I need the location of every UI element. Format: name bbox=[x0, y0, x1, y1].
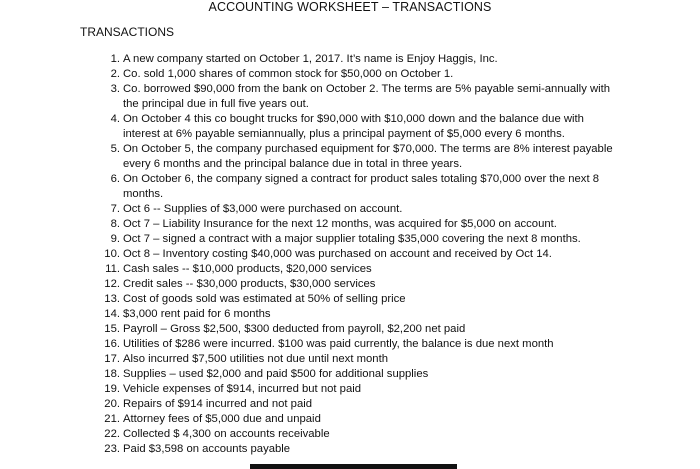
item-text: Oct 7 – signed a contract with a major supplier totaling $35,000 covering the next 8 months. bbox=[123, 233, 581, 245]
item-number: 5. bbox=[110, 143, 120, 155]
list-item bbox=[100, 232, 620, 247]
item-number: 16. bbox=[104, 338, 120, 350]
list-item bbox=[100, 262, 620, 277]
item-text: On October 5, the company purchased equipment for $70,000. The terms are 8% interest payable every 6 months and the principal balance due in total in three years. bbox=[123, 143, 613, 170]
item-text: $3,000 rent paid for 6 months bbox=[123, 308, 271, 320]
item-text: Cash sales -- $10,000 products, $20,000 services bbox=[123, 263, 372, 275]
item-number: 13. bbox=[104, 293, 120, 305]
item-text: On October 6, the company signed a contract for product sales totaling $70,000 over the next 8 months. bbox=[123, 173, 600, 200]
list-item bbox=[100, 427, 620, 442]
item-text: Payroll – Gross $2,500, $300 deducted from payroll, $2,200 net paid bbox=[123, 323, 466, 335]
list-item bbox=[100, 307, 620, 322]
item-text: Oct 6 -- Supplies of $3,000 were purchased on account. bbox=[123, 203, 403, 215]
list-item bbox=[100, 382, 620, 397]
item-number: 18. bbox=[104, 368, 120, 380]
item-text: Repairs of $914 incurred and not paid bbox=[123, 398, 313, 410]
list-item bbox=[100, 82, 620, 112]
list-item bbox=[100, 52, 620, 67]
item-text: Attorney fees of $5,000 due and unpaid bbox=[123, 413, 321, 425]
list-item bbox=[100, 202, 620, 217]
item-text: Oct 8 – Inventory costing $40,000 was purchased on account and received by Oct 14. bbox=[123, 248, 552, 260]
item-number: 23. bbox=[104, 443, 120, 455]
item-text: Vehicle expenses of $914, incurred but not paid bbox=[123, 383, 362, 395]
transaction-list bbox=[100, 52, 620, 457]
item-text: Co. borrowed $90,000 from the bank on October 2. The terms are 5% payable semi-annually with the principal due in full five years out. bbox=[123, 83, 611, 110]
list-item bbox=[100, 112, 620, 142]
item-number: 11. bbox=[105, 263, 120, 275]
item-text: Paid $3,598 on accounts payable bbox=[123, 443, 291, 455]
item-number: 4. bbox=[110, 113, 120, 125]
list-item bbox=[100, 352, 620, 367]
item-number: 1. bbox=[110, 53, 120, 65]
item-number: 12. bbox=[104, 278, 120, 290]
item-number: 17. bbox=[104, 353, 120, 365]
item-text: A new company started on October 1, 2017. It’s name is Enjoy Haggis, Inc. bbox=[123, 53, 498, 65]
item-number: 19. bbox=[104, 383, 120, 395]
item-text: Cost of goods sold was estimated at 50% of selling price bbox=[123, 293, 406, 305]
list-item bbox=[100, 142, 620, 172]
list-item bbox=[100, 337, 620, 352]
section-heading: TRANSACTIONS bbox=[80, 25, 175, 39]
list-item bbox=[100, 322, 620, 337]
item-number: 8. bbox=[110, 218, 120, 230]
list-item bbox=[100, 277, 620, 292]
item-text: Also incurred $7,500 utilities not due until next month bbox=[123, 353, 389, 365]
item-text: On October 4 this co bought trucks for $90,000 with $10,000 down and the balance due with interest at 6% payable semiannually, plus a principal payment of $5,000 every 6 months. bbox=[123, 113, 584, 140]
item-text: Supplies – used $2,000 and paid $500 for additional supplies bbox=[123, 368, 429, 380]
list-item bbox=[100, 412, 620, 427]
list-item bbox=[100, 247, 620, 262]
item-text: Co. sold 1,000 shares of common stock for $50,000 on October 1. bbox=[123, 68, 454, 80]
item-number: 14. bbox=[104, 308, 120, 320]
item-text: Collected $ 4,300 on accounts receivable bbox=[123, 428, 330, 440]
item-number: 22. bbox=[104, 428, 120, 440]
item-number: 20. bbox=[104, 398, 120, 410]
page-title: ACCOUNTING WORKSHEET – TRANSACTIONS bbox=[208, 0, 492, 14]
item-number: 10. bbox=[104, 248, 120, 260]
list-item bbox=[100, 67, 620, 82]
item-text: Oct 7 – Liability Insurance for the next 12 months, was acquired for $5,000 on account. bbox=[123, 218, 557, 230]
item-number: 7. bbox=[110, 203, 120, 215]
list-item bbox=[100, 172, 620, 202]
item-number: 2. bbox=[110, 68, 120, 80]
item-number: 21. bbox=[104, 413, 120, 425]
item-text: Credit sales -- $30,000 products, $30,000 services bbox=[123, 278, 376, 290]
list-item bbox=[100, 367, 620, 382]
item-text: Utilities of $286 were incurred. $100 was paid currently, the balance is due next month bbox=[123, 338, 554, 350]
list-item bbox=[100, 217, 620, 232]
item-number: 6. bbox=[110, 173, 120, 185]
list-item bbox=[100, 292, 620, 307]
list-item bbox=[100, 442, 620, 457]
item-number: 15. bbox=[104, 323, 120, 335]
scroll-indicator-bar bbox=[250, 464, 457, 469]
item-number: 9. bbox=[110, 233, 120, 245]
list-item bbox=[100, 397, 620, 412]
item-number: 3. bbox=[110, 83, 120, 95]
